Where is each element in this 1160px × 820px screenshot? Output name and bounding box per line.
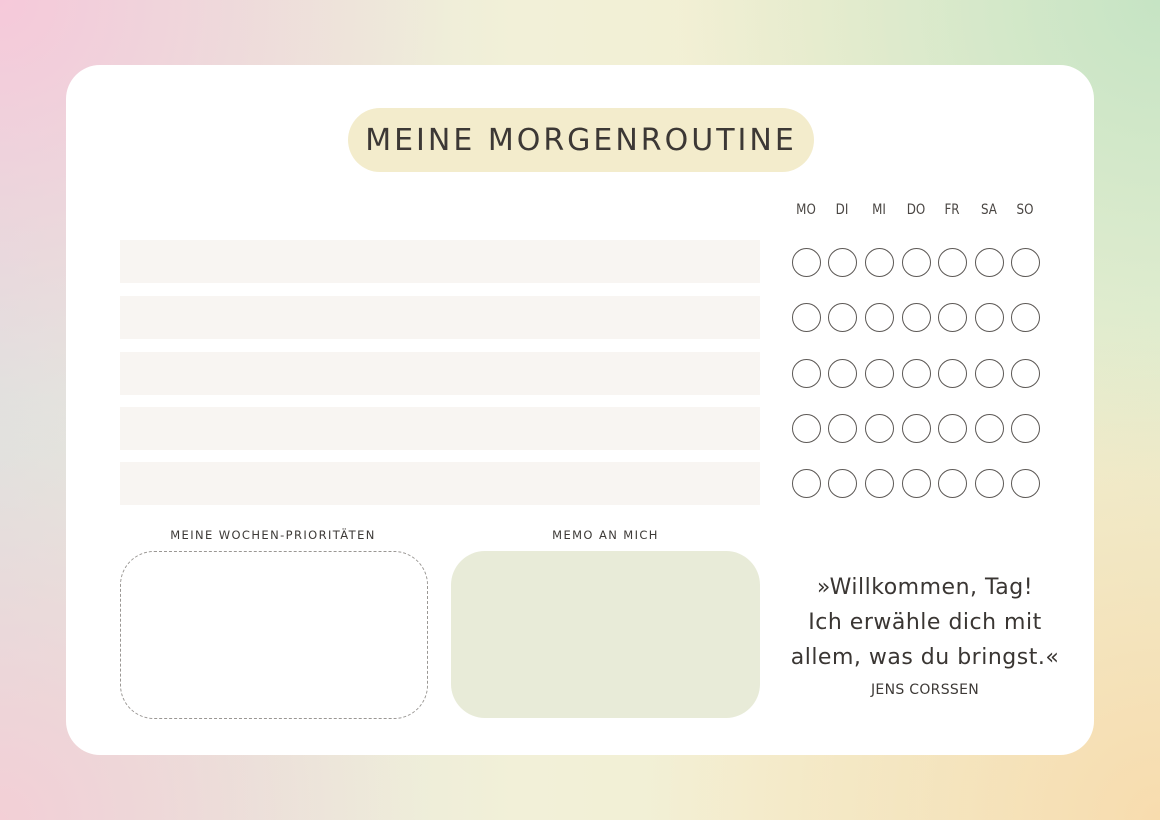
day-checkbox[interactable] bbox=[1011, 469, 1040, 498]
day-label: SA bbox=[981, 202, 997, 218]
routine-line[interactable] bbox=[120, 352, 760, 395]
day-label: FR bbox=[944, 202, 960, 218]
day-checkbox[interactable] bbox=[938, 359, 967, 388]
planner-card bbox=[66, 65, 1094, 755]
day-checkbox[interactable] bbox=[828, 469, 857, 498]
day-checkbox[interactable] bbox=[828, 414, 857, 443]
day-checkbox[interactable] bbox=[865, 359, 894, 388]
day-label: MI bbox=[872, 202, 886, 218]
day-checkbox[interactable] bbox=[792, 414, 821, 443]
quote bbox=[766, 570, 1084, 675]
quote-author: JENS CORSSEN bbox=[871, 682, 979, 698]
day-checkbox[interactable] bbox=[828, 359, 857, 388]
day-checkbox[interactable] bbox=[975, 414, 1004, 443]
day-label: DI bbox=[835, 202, 849, 218]
routine-line[interactable] bbox=[120, 240, 760, 283]
day-checkbox[interactable] bbox=[792, 303, 821, 332]
day-label: DO bbox=[906, 202, 926, 218]
day-checkbox[interactable] bbox=[865, 248, 894, 277]
day-label: MO bbox=[796, 202, 816, 218]
routine-line[interactable] bbox=[120, 462, 760, 505]
day-checkbox[interactable] bbox=[975, 303, 1004, 332]
day-label: SO bbox=[1016, 202, 1034, 218]
routine-line[interactable] bbox=[120, 407, 760, 450]
day-checkbox[interactable] bbox=[902, 414, 931, 443]
routine-line[interactable] bbox=[120, 296, 760, 339]
day-checkbox[interactable] bbox=[902, 248, 931, 277]
day-checkbox[interactable] bbox=[938, 248, 967, 277]
memo-label: MEMO AN MICH bbox=[552, 528, 659, 542]
day-checkbox[interactable] bbox=[865, 414, 894, 443]
memo-box[interactable] bbox=[451, 551, 760, 718]
day-checkbox[interactable] bbox=[975, 469, 1004, 498]
day-checkbox[interactable] bbox=[792, 469, 821, 498]
quote-line: allem, was du bringst.« bbox=[790, 645, 1060, 670]
day-checkbox[interactable] bbox=[865, 469, 894, 498]
day-checkbox[interactable] bbox=[792, 248, 821, 277]
day-checkbox[interactable] bbox=[792, 359, 821, 388]
day-checkbox[interactable] bbox=[975, 248, 1004, 277]
day-checkbox[interactable] bbox=[902, 303, 931, 332]
day-checkbox[interactable] bbox=[938, 469, 967, 498]
quote-line: »Willkommen, Tag! bbox=[816, 575, 1034, 600]
day-checkbox[interactable] bbox=[828, 248, 857, 277]
day-checkbox[interactable] bbox=[828, 303, 857, 332]
page-title: MEINE MORGENROUTINE bbox=[348, 108, 814, 172]
day-checkbox[interactable] bbox=[975, 359, 1004, 388]
priorities-label: MEINE WOCHEN-PRIORITÄTEN bbox=[170, 528, 376, 542]
day-checkbox[interactable] bbox=[1011, 303, 1040, 332]
day-checkbox[interactable] bbox=[902, 359, 931, 388]
day-checkbox[interactable] bbox=[938, 414, 967, 443]
day-checkbox[interactable] bbox=[1011, 359, 1040, 388]
day-checkbox[interactable] bbox=[1011, 414, 1040, 443]
quote-line: Ich erwähle dich mit bbox=[808, 610, 1042, 635]
day-checkbox[interactable] bbox=[902, 469, 931, 498]
day-checkbox[interactable] bbox=[865, 303, 894, 332]
day-checkbox[interactable] bbox=[938, 303, 967, 332]
priorities-box[interactable] bbox=[120, 551, 428, 719]
day-checkbox[interactable] bbox=[1011, 248, 1040, 277]
